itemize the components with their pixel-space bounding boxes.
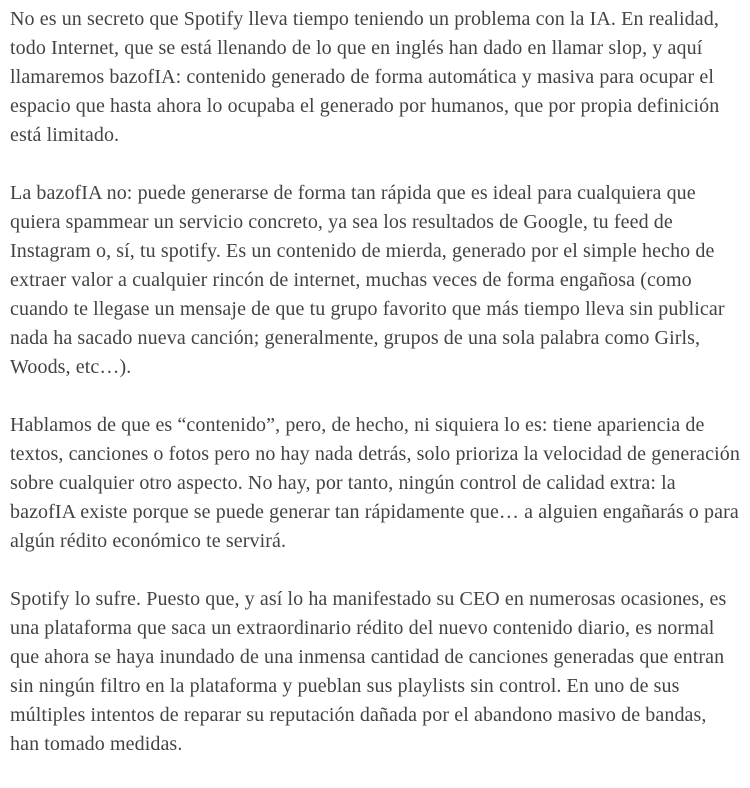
paragraph-spotify-measures: Spotify lo sufre. Puesto que, y así lo ha manifestado su CEO en numerosas ocasiones, es una plataforma que saca un extraordinario rédito del nuevo contenido diario, es normal que ahora se haya inundado de una inmensa cantidad de canciones generadas que entran sin ningún filtro en la plataforma y pueblan sus playlists sin control. En uno de sus múltiples intentos de reparar su reputación dañada por el abandono masivo de bandas, han tomado medidas.: [10, 588, 727, 755]
paragraph-contenido-quality: Hablamos de que es “contenido”, pero, de hecho, ni siquiera lo es: tiene apariencia de textos, canciones o fotos pero no hay nada detrás, solo prioriza la velocidad de generación sobre cualquier otro aspecto. No hay, por tanto, ningún control de calidad extra: la bazofIA existe porque se puede generar tan rápidamente que… a alguien engañarás o para algún rédito económico te servirá.: [10, 414, 740, 552]
paragraph-bazofia-speed: La bazofIA no: puede generarse de forma tan rápida que es ideal para cualquiera que quiera spammear un servicio concreto, ya sea los resultados de Google, tu feed de Instagram o, sí, tu spotify. Es un contenido de mierda, generado por el simple hecho de extraer valor a cualquier rincón de internet, muchas veces de forma engañosa (como cuando te llegase un mensaje de que tu grupo favorito que más tiempo lleva sin publicar nada ha sacado nueva canción; generalmente, grupos de una sola palabra como Girls, Woods, etc…).: [10, 182, 725, 378]
paragraph-intro: No es un secreto que Spotify lleva tiempo teniendo un problema con la IA. En realidad, todo Internet, que se está llenando de lo que en inglés han dado en llamar slop, y aquí llamaremos bazofIA: contenido generado de forma automática y masiva para ocupar el espacio que hasta ahora lo ocupaba el generado por humanos, que por propia definición está limitado.: [10, 8, 720, 146]
